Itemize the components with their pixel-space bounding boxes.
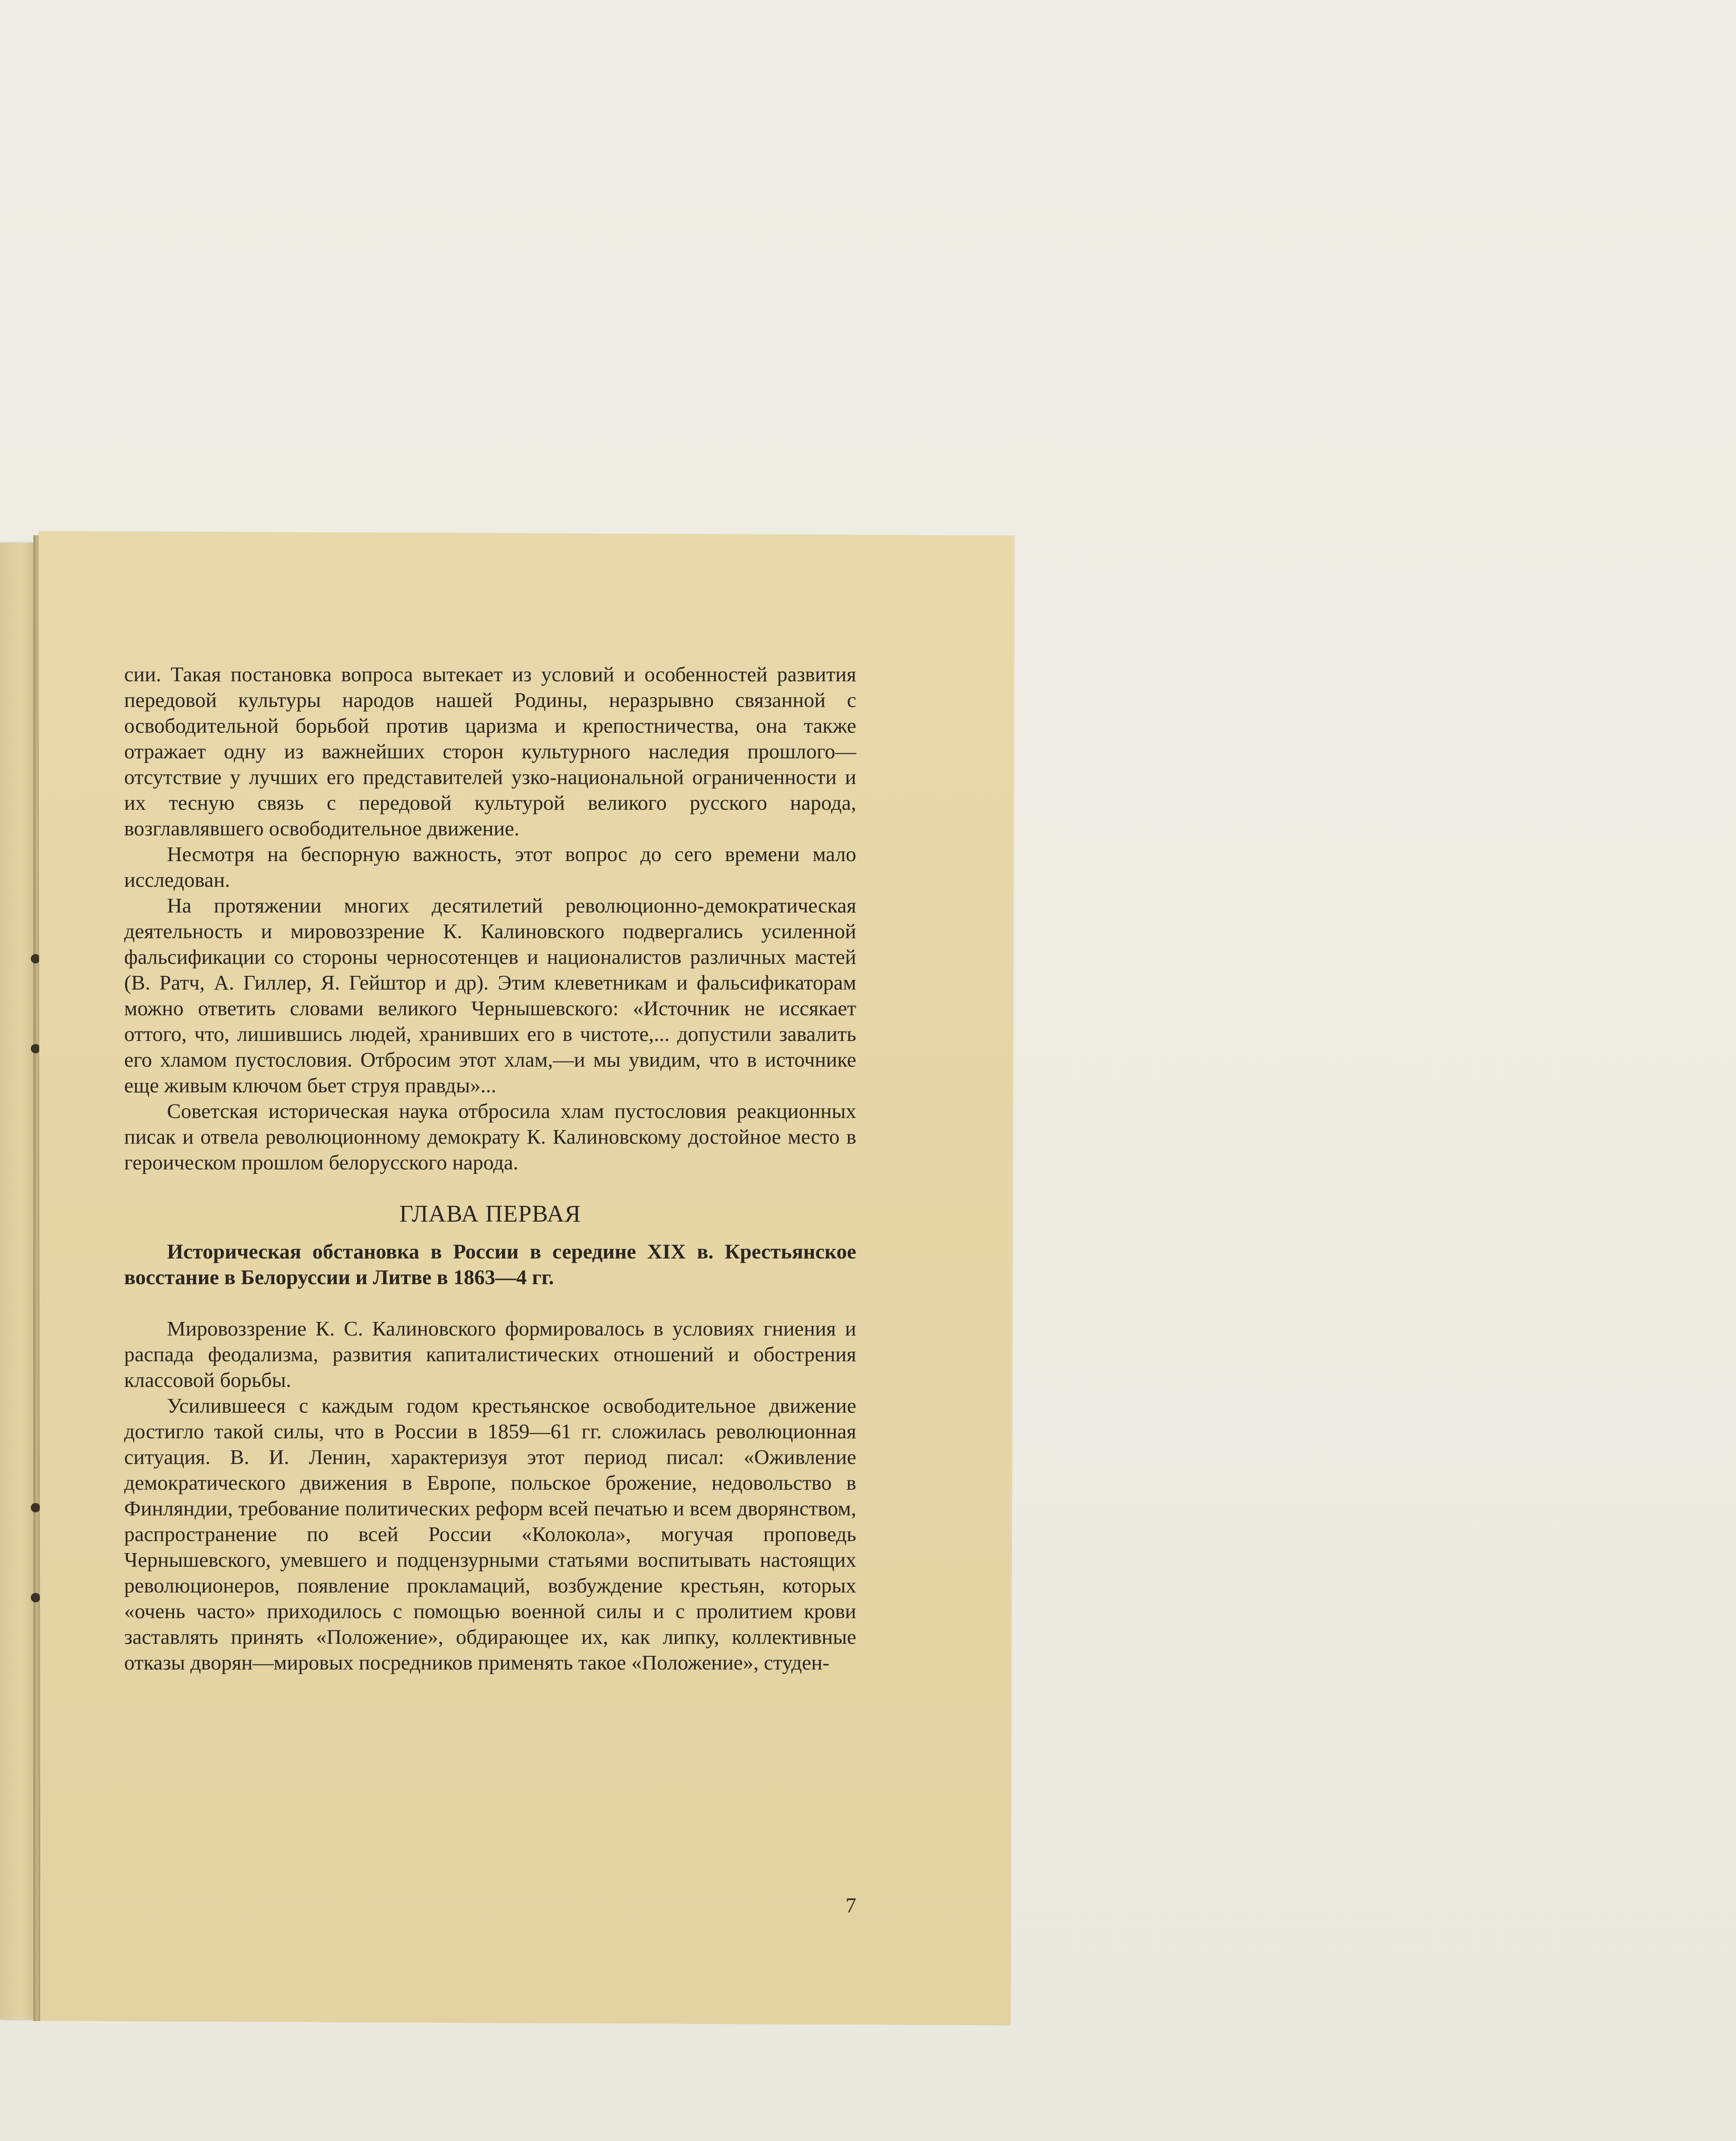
binding-stitch bbox=[31, 954, 40, 963]
paragraph: Мировоззрение К. С. Калиновского формировалось в условиях гниения и распада феодализма, развития капиталистических отношений и обострения классовой борьбы. bbox=[124, 1317, 856, 1392]
paragraph: Несмотря на беспорную важность, этот вопрос до сего времени мало исследован. bbox=[124, 842, 856, 892]
paragraph: Усилившееся с каждым годом крестьянское освободительное движение достигло такой силы, что в России в 1859—61 гг. сложилась революционная ситуация. В. И. Ленин, характеризуя этот период писал: «Оживление демократического движения в Европе, польское брожение, недовольство в Финляндии, требование политических реформ всей печатью и всем дворянством, распространение по всей России «Колокола», могучая проповедь Чернышевского, умевшего и подцензурными статьями воспитывать настоящих революционеров, появление прокламаций, возбуждение крестьян, которых «очень часто» приходилось с помощью военной силы и с пролитием крови заставлять принять «Положение», обдирающее их, как липку, коллективные отказы дворян—мировых посредников применять такое «Положение», студен- bbox=[124, 1394, 856, 1674]
paragraph: На протяжении многих десятилетий революционно-демократическая деятельность и мировоззрение К. Калиновского подвергались усиленной фальсификации со стороны черносотенцев и националистов различных мастей (В. Ратч, А. Гиллер, Я. Гейштор и др). Этим клеветникам и фальсификаторам можно ответить словами великого Чернышевского: «Источник не иссякает оттого, что, лишившись людей, хранивших его в чистоте,... допустили завалить его хламом пустословия. Отбросим этот хлам,—и мы увидим, что в источнике еще живым ключом бьет струя правды»... bbox=[124, 894, 856, 1097]
chapter-heading: ГЛАВА ПЕРВАЯ bbox=[399, 1201, 581, 1227]
binding-stitch bbox=[31, 1503, 40, 1512]
page-text-block bbox=[124, 662, 856, 1676]
chapter-subtitle: Историческая обстановка в России в середине XIX в. Крестьянское восстание в Белоруссии и Литве в 1863—4 гг. bbox=[124, 1240, 856, 1289]
page-number: 7 bbox=[846, 1893, 856, 1917]
paragraph: Советская историческая наука отбросила хлам пустословия реакционных писак и отвела революционному демократу К. Калиновскому достойное место в героическом прошлом белорусского народа. bbox=[124, 1099, 856, 1174]
previous-page-edge bbox=[0, 543, 36, 2019]
binding-stitch bbox=[31, 1593, 40, 1602]
paragraph: сии. Такая постановка вопроса вытекает из условий и особенностей развития передовой культуры народов нашей Родины, неразрывно связанной с освободительной борьбой против царизма и крепостничества, она также отражает одну из важнейших сторон культурного наследия прошлого—отсутствие у лучших его представителей узко-национальной ограниченности и их тесную связь с передовой культурой великого русского народа, возглавлявшего освободительное движение. bbox=[124, 662, 856, 840]
binding-stitch bbox=[31, 1044, 40, 1053]
